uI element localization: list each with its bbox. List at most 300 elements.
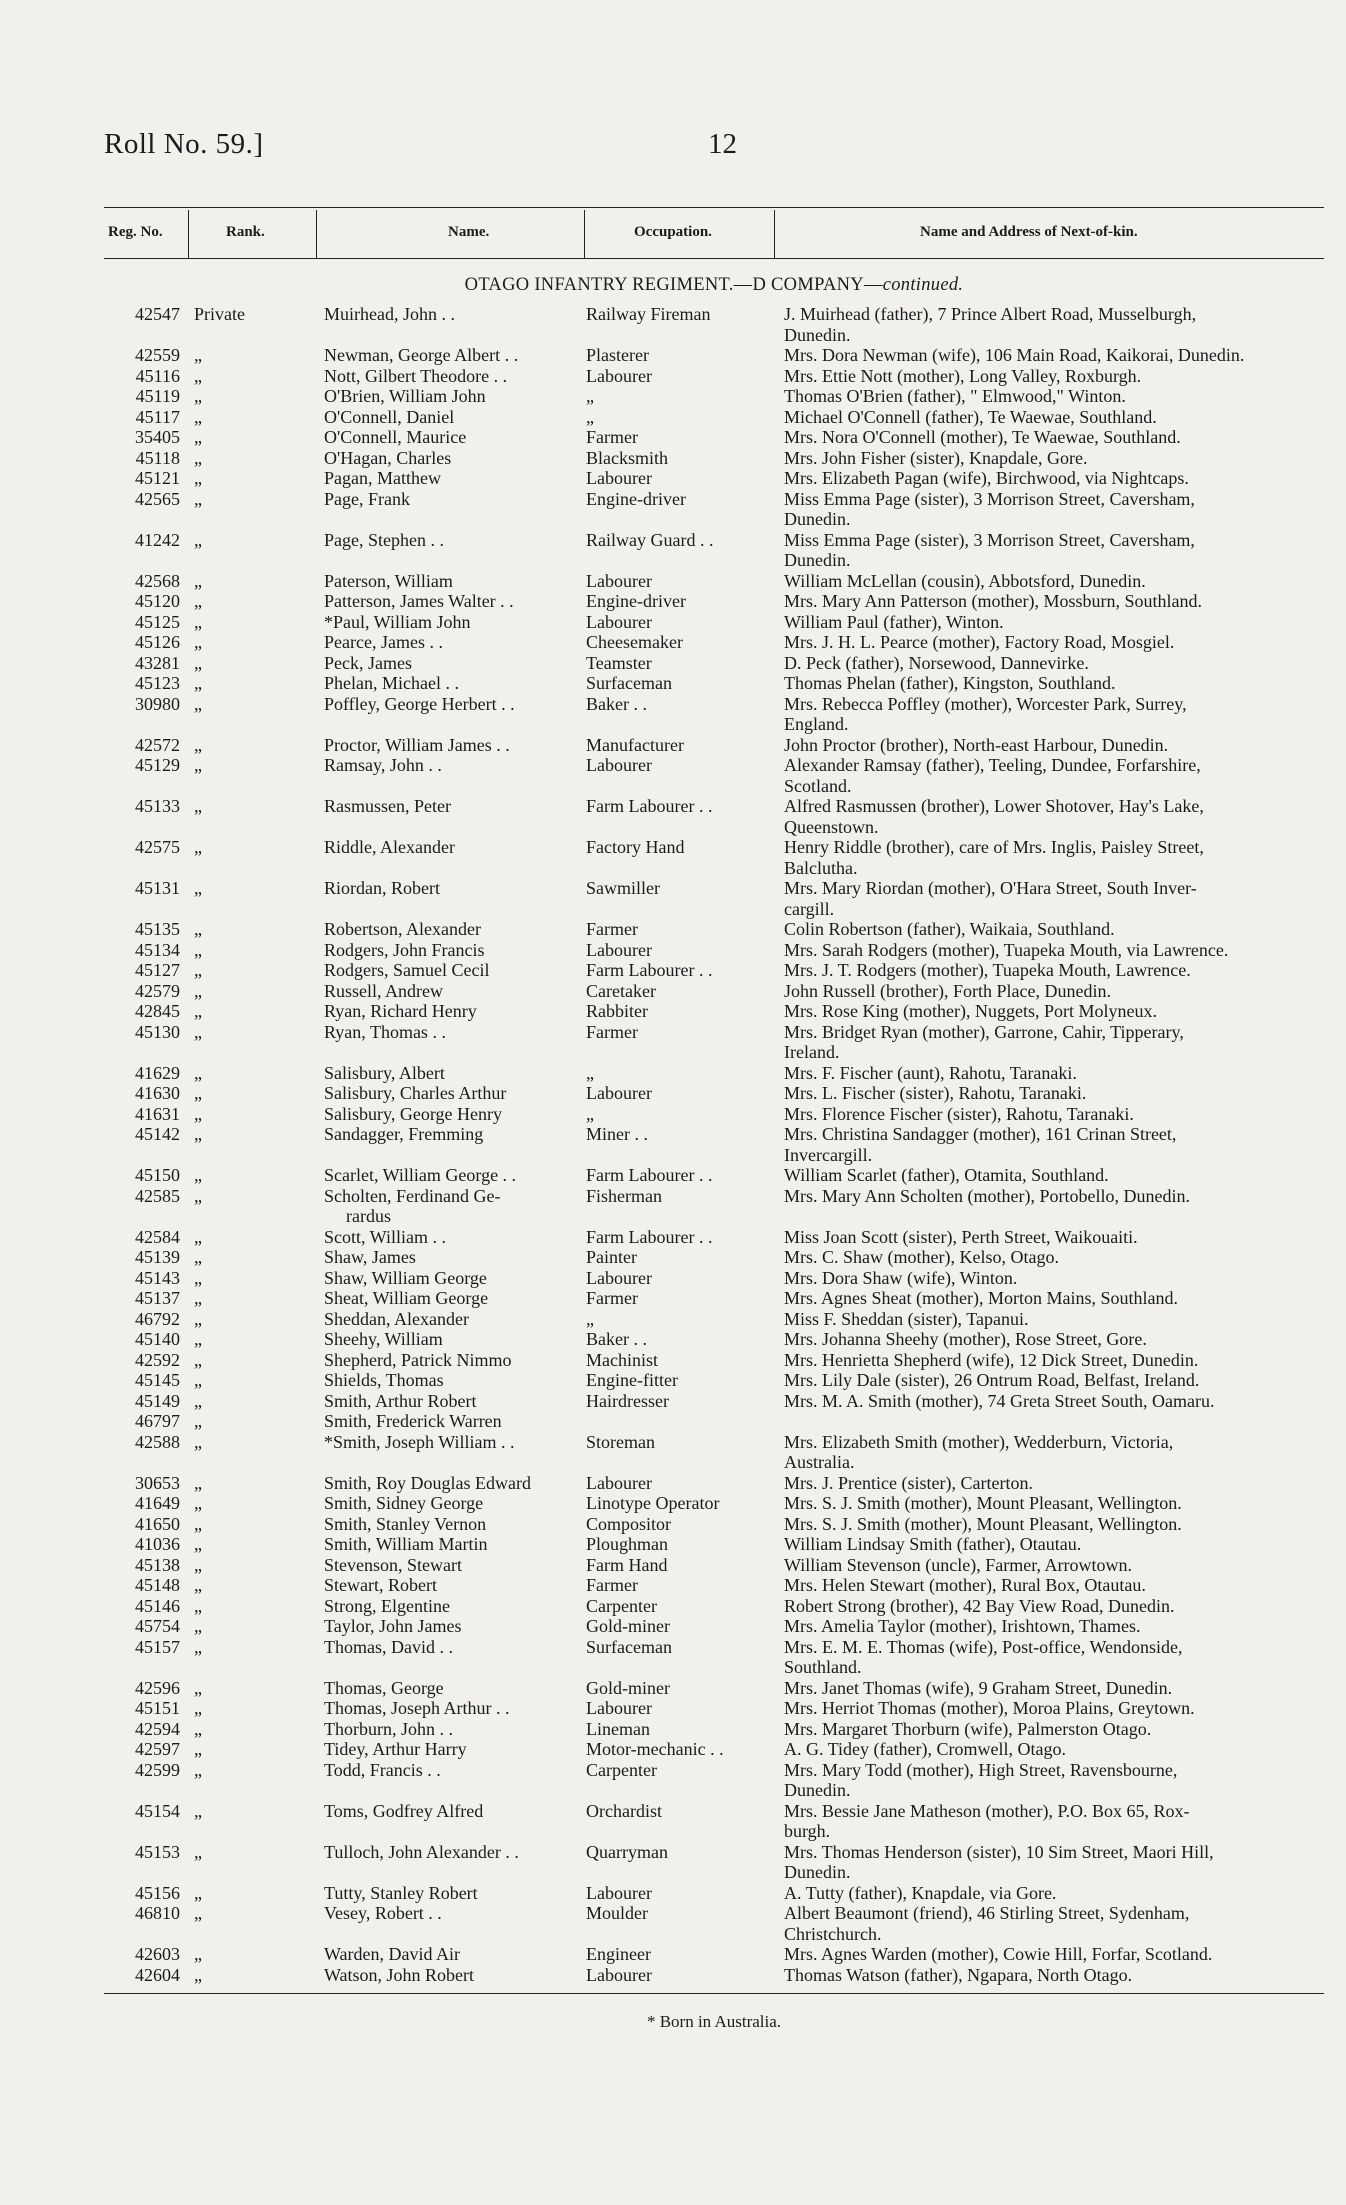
table-row [104,386,1324,407]
rank: „ [194,406,202,427]
next-of-kin [772,1370,1324,1391]
table-row [104,653,1324,674]
reg-number: 45153 [135,1841,180,1862]
table-row [104,1575,1324,1596]
occupation: Labourer [586,939,652,960]
table-bottom-rule [104,1993,1324,1994]
soldier-name-text: Shields, Thomas [324,1370,444,1390]
reg-number: 45116 [135,365,180,386]
soldier-name-text: Todd, Francis . . [324,1759,441,1780]
reg-number: 45129 [135,755,180,775]
soldier-name-text: Smith, Roy Douglas Edward [324,1472,531,1493]
next-of-kin-line: Mrs. J. H. L. Pearce (mother), Factory Road, Mosgiel. [784,632,1175,652]
reg-number: 45142 [135,1124,180,1144]
occupation: Railway Guard . . [586,529,714,550]
reg-number: 30653 [135,1472,180,1493]
next-of-kin [772,1063,1324,1084]
occupation: Moulder [586,1903,648,1923]
soldier-name-text: Vesey, Robert . . [324,1903,442,1923]
reg-number: 45127 [135,960,180,980]
soldier-name-text: Rodgers, John Francis [324,939,485,960]
next-of-kin [772,366,1324,387]
soldier-name-text: Sheddan, Alexander [324,1308,469,1329]
soldier-name [310,919,576,940]
occupation: Sawmiller [586,878,660,898]
soldier-name [310,1637,576,1678]
next-of-kin-line: Mrs. Dora Newman (wife), 106 Main Road, Kaikorai, Dunedin. [784,345,1245,365]
next-of-kin-line: A. G. Tidey (father), Cromwell, Otago. [784,1739,1066,1759]
soldier-name [310,940,576,961]
reg-number: 45754 [135,1616,180,1636]
occupation: Labourer [586,1267,652,1288]
reg-number: 30980 [135,693,180,714]
next-of-kin-line: cargill. [784,898,835,919]
reg-number: 45117 [135,406,180,427]
soldier-name [310,1329,576,1350]
rank: „ [194,1165,202,1185]
soldier-name-text: Pagan, Matthew [324,468,441,488]
next-of-kin-line: Southland. [784,1657,862,1677]
reg-number: 46797 [135,1411,180,1431]
next-of-kin [772,1165,1324,1186]
next-of-kin [772,1391,1324,1412]
table-row [104,468,1324,489]
reg-number: 45134 [135,939,180,960]
soldier-name-text: Poffley, George Herbert . . [324,693,515,714]
occupation: Baker . . [586,1329,647,1349]
soldier-name-text: Salisbury, Albert [324,1062,445,1083]
table-row [104,427,1324,448]
soldier-name [310,1719,576,1740]
col-divider [774,210,775,258]
rank: „ [194,1411,202,1431]
soldier-name [310,489,576,530]
table-row [104,1268,1324,1289]
reg-number: 45133 [135,796,180,816]
occupation: „ [586,406,594,427]
soldier-name-text: Pearce, James . . [324,632,443,652]
occupation: Farmer [586,427,638,447]
soldier-name [310,1555,576,1576]
next-of-kin-line: J. Muirhead (father), 7 Prince Albert Road, Musselburgh, [784,304,1197,324]
soldier-name [310,591,576,612]
next-of-kin-line: Mrs. Florence Fischer (sister), Rahotu, Taranaki. [784,1103,1134,1124]
soldier-name-text: Salisbury, George Henry [324,1103,502,1124]
reg-number: 35405 [135,427,180,447]
reg-number: 42565 [135,488,180,509]
occupation: Farmer [586,1288,638,1308]
next-of-kin-line: Mrs. Henrietta Shepherd (wife), 12 Dick Street, Dunedin. [784,1349,1199,1370]
table-row [104,1596,1324,1617]
soldier-name-text: Russell, Andrew [324,980,443,1001]
next-of-kin-line: Mrs. John Fisher (sister), Knapdale, Gore. [784,447,1088,468]
occupation: Farmer [586,919,638,939]
soldier-name-text: Salisbury, Charles Arthur [324,1083,507,1103]
soldier-name-text: O'Connell, Daniel [324,406,455,427]
table-row [104,1001,1324,1022]
soldier-name [310,1124,576,1165]
reg-number: 45137 [135,1288,180,1308]
next-of-kin-line: burgh. [784,1821,831,1841]
next-of-kin-line: Mrs. E. M. E. Thomas (wife), Post-office, Wendonside, [784,1636,1183,1657]
soldier-name [310,1801,576,1842]
next-of-kin-line: Mrs. Johanna Sheehy (mother), Rose Street, Gore. [784,1329,1147,1349]
rank: „ [194,1349,202,1370]
rank: „ [194,1390,202,1411]
next-of-kin [772,1555,1324,1576]
table-row [104,612,1324,633]
soldier-name-text: Watson, John Robert [324,1964,475,1985]
rank: „ [194,611,202,632]
reg-number: 42599 [135,1759,180,1780]
next-of-kin-line: Invercargill. [784,1144,873,1165]
table-row [104,530,1324,571]
soldier-name-text: Thomas, Joseph Arthur . . [324,1698,510,1718]
table-row [104,1227,1324,1248]
soldier-name-text: Tidey, Arthur Harry [324,1739,467,1759]
rank: „ [194,796,202,816]
soldier-name [310,366,576,387]
rank: „ [194,1575,202,1595]
next-of-kin [772,878,1324,919]
table-row [104,1165,1324,1186]
next-of-kin [772,981,1324,1002]
reg-number: 42547 [135,304,180,324]
table-row [104,591,1324,612]
soldier-name-text: Scott, William . . [324,1226,446,1247]
soldier-name [310,1309,576,1330]
table-row [104,1616,1324,1637]
soldier-name-text: Taylor, John James [324,1616,462,1636]
occupation: Labourer [586,1472,652,1493]
occupation: Baker . . [586,693,647,714]
occupation: Farm Labourer . . [586,1226,713,1247]
next-of-kin [772,530,1324,571]
soldier-name-text: Thomas, George [324,1677,444,1698]
reg-number: 45123 [135,673,180,693]
rank: „ [194,919,202,939]
next-of-kin [772,1944,1324,1965]
next-of-kin-line: Mrs. M. A. Smith (mother), 74 Greta Street South, Oamaru. [784,1390,1215,1411]
next-of-kin-line: Alfred Rasmussen (brother), Lower Shotover, Hay's Lake, [784,796,1204,816]
rank: „ [194,1964,202,1985]
reg-number: 42588 [135,1431,180,1452]
next-of-kin-line: Mrs. Agnes Sheat (mother), Morton Mains, Southland. [784,1288,1178,1308]
next-of-kin [772,1596,1324,1617]
table-row [104,1432,1324,1473]
soldier-name-text: Rasmussen, Peter [324,796,451,816]
next-of-kin-line: Mrs. Lily Dale (sister), 26 Ontrum Road, Belfast, Ireland. [784,1370,1200,1390]
rank: „ [194,1267,202,1288]
reg-number: 45135 [135,919,180,939]
soldier-name-text: Smith, William Martin [324,1534,488,1554]
next-of-kin-line: Albert Beaumont (friend), 46 Stirling Street, Sydenham, [784,1903,1190,1923]
occupation: Engine-driver [586,488,686,509]
next-of-kin-line: Mrs. Herriot Thomas (mother), Moroa Plains, Greytown. [784,1698,1195,1718]
occupation: „ [586,1062,594,1083]
next-of-kin [772,960,1324,981]
soldier-name-text: Scarlet, William George . . [324,1165,517,1185]
soldier-name-text: Thomas, David . . [324,1636,453,1657]
section-title-suffix: continued. [882,275,964,295]
next-of-kin [772,755,1324,796]
next-of-kin [772,1965,1324,1986]
table-row [104,1637,1324,1678]
next-of-kin-line: Mrs. F. Fischer (aunt), Rahotu, Taranaki. [784,1062,1077,1083]
occupation: Farmer [586,1575,638,1595]
occupation: „ [586,1308,594,1329]
occupation: Farmer [586,1021,638,1042]
occupation: „ [586,1103,594,1124]
occupation: „ [586,386,594,406]
table-row [104,1247,1324,1268]
next-of-kin [772,940,1324,961]
soldier-name [310,1001,576,1022]
soldier-name [310,1903,576,1944]
occupation: Ploughman [586,1534,669,1554]
table-row [104,796,1324,837]
next-of-kin-line: William Lindsay Smith (father), Otautau. [784,1534,1082,1554]
rank: „ [194,1554,202,1575]
reg-number: 42568 [135,570,180,591]
page-number: 12 [708,128,737,160]
next-of-kin [772,1719,1324,1740]
soldier-name [310,1022,576,1063]
soldier-name-text: Shaw, James [324,1247,416,1267]
soldier-name-text: Ryan, Richard Henry [324,1001,477,1021]
next-of-kin [772,304,1324,345]
table-row [104,632,1324,653]
reg-number: 45140 [135,1329,180,1349]
soldier-name [310,1432,576,1473]
rank: „ [194,1739,202,1759]
reg-number: 45126 [135,632,180,652]
next-of-kin [772,1432,1324,1473]
soldier-name [310,468,576,489]
soldier-name [310,1247,576,1268]
soldier-name-text: Proctor, William James . . [324,734,510,755]
rank: „ [194,1001,202,1021]
next-of-kin-line [784,1411,1324,1432]
next-of-kin-line: Mrs. C. Shaw (mother), Kelso, Otago. [784,1247,1059,1267]
occupation: Farm Hand [586,1554,668,1575]
next-of-kin-line: Queenstown. [784,816,879,837]
reg-number: 42596 [135,1677,180,1698]
table-row [104,878,1324,919]
occupation: Rabbiter [586,1001,648,1021]
next-of-kin [772,489,1324,530]
soldier-name-text: O'Connell, Maurice [324,427,467,447]
soldier-name-text: Sheehy, William [324,1329,443,1349]
next-of-kin-line: William Stevenson (uncle), Farmer, Arrowtown. [784,1554,1132,1575]
rank: „ [194,1841,202,1862]
rank: „ [194,1103,202,1124]
rank: „ [194,1903,202,1923]
rank: „ [194,1185,202,1206]
soldier-name-text: Sandagger, Fremming [324,1124,484,1144]
occupation: Labourer [586,365,652,386]
next-of-kin-line: Dunedin. [784,324,851,345]
soldier-name [310,1965,576,1986]
reg-number: 41630 [135,1083,180,1103]
next-of-kin-line: Miss Joan Scott (sister), Perth Street, Waikouaiti. [784,1226,1138,1247]
next-of-kin-line: John Proctor (brother), North-east Harbour, Dunedin. [784,734,1169,755]
rank: „ [194,1370,202,1390]
rank: „ [194,570,202,591]
rank: „ [194,1944,202,1964]
occupation: Manufacturer [586,734,684,755]
soldier-name-text: Smith, Frederick Warren [324,1411,502,1431]
next-of-kin [772,796,1324,837]
next-of-kin [772,1124,1324,1165]
soldier-name-text: Scholten, Ferdinand Ge- [324,1185,501,1206]
table-row [104,1555,1324,1576]
next-of-kin-line: Thomas Watson (father), Ngapara, North Otago. [784,1964,1133,1985]
occupation: Compositor [586,1513,672,1534]
soldier-name [310,981,576,1002]
next-of-kin-line: Henry Riddle (brother), care of Mrs. Inglis, Paisley Street, [784,837,1204,857]
next-of-kin-line: John Russell (brother), Forth Place, Dunedin. [784,980,1111,1001]
next-of-kin-line: Mrs. J. T. Rodgers (mother), Tuapeka Mouth, Lawrence. [784,960,1191,980]
rank: „ [194,1431,202,1452]
table-row [104,1801,1324,1842]
next-of-kin-line: Colin Robertson (father), Waikaia, Southland. [784,919,1115,939]
reg-number: 42597 [135,1739,180,1759]
soldier-name [310,694,576,735]
rank: „ [194,1698,202,1718]
next-of-kin-line: Christchurch. [784,1923,882,1944]
soldier-name-text: Peck, James [324,652,412,673]
next-of-kin-line: Alexander Ramsay (father), Teeling, Dundee, Forfarshire, [784,755,1201,775]
occupation: Engine-fitter [586,1370,678,1390]
next-of-kin-line: Dunedin. [784,550,851,570]
table-row [104,755,1324,796]
rank: „ [194,1308,202,1329]
reg-number: 41650 [135,1513,180,1534]
reg-number: 45151 [135,1698,180,1718]
next-of-kin-line: Dunedin. [784,1780,851,1800]
soldier-name-text: Shepherd, Patrick Nimmo [324,1349,512,1370]
rank: „ [194,734,202,755]
reg-number: 41036 [135,1534,180,1554]
occupation [576,1411,772,1432]
next-of-kin [772,1288,1324,1309]
rank: „ [194,1021,202,1042]
soldier-name [310,1473,576,1494]
reg-number: 42585 [135,1185,180,1206]
soldier-name-text: Ramsay, John . . [324,755,442,775]
reg-number: 45148 [135,1575,180,1595]
rank: „ [194,1226,202,1247]
next-of-kin-line: Mrs. Helen Stewart (mother), Rural Box, Otautau. [784,1575,1146,1595]
table-row [104,919,1324,940]
soldier-name-text: Riordan, Robert [324,878,440,898]
rank: „ [194,1616,202,1636]
next-of-kin [772,407,1324,428]
next-of-kin [772,837,1324,878]
table-row [104,1760,1324,1801]
soldier-name [310,1883,576,1904]
next-of-kin-line: Mrs. Mary Ann Scholten (mother), Portobello, Dunedin. [784,1185,1190,1206]
next-of-kin-line: A. Tutty (father), Knapdale, via Gore. [784,1882,1057,1903]
rank: „ [194,591,202,611]
table-row [104,1411,1324,1432]
soldier-name-text: Tutty, Stanley Robert [324,1882,478,1903]
rank: „ [194,365,202,386]
occupation: Factory Hand [586,837,685,857]
table-row [104,448,1324,469]
soldier-name-continued: rardus [346,1206,391,1226]
rank: „ [194,1534,202,1554]
occupation: Labourer [586,1698,652,1718]
occupation: Quarryman [586,1841,668,1862]
rank: „ [194,1800,202,1821]
column-headers [104,210,1324,258]
rank: „ [194,1718,202,1739]
occupation: Plasterer [586,345,649,365]
table-row [104,1309,1324,1330]
reg-number: 42604 [135,1964,180,1985]
soldier-name [310,1083,576,1104]
next-of-kin [772,919,1324,940]
section-title-text: OTAGO INFANTRY REGIMENT.—D COMPANY— [464,275,883,295]
soldier-name [310,1288,576,1309]
reg-number: 45119 [135,386,180,406]
next-of-kin-line: Mrs. Christina Sandagger (mother), 161 Crinan Street, [784,1124,1177,1144]
rank: „ [194,1288,202,1308]
occupation: Labourer [586,611,652,632]
soldier-name-text: Patterson, James Walter . . [324,591,514,611]
soldier-name-text: Stewart, Robert [324,1575,437,1595]
table-row [104,304,1324,345]
next-of-kin [772,1268,1324,1289]
reg-number: 42584 [135,1226,180,1247]
rank: „ [194,1882,202,1903]
occupation: Fisherman [586,1185,662,1206]
next-of-kin-line: Thomas O'Brien (father), " Elmwood," Winton. [784,386,1126,406]
soldier-name [310,427,576,448]
rank: „ [194,837,202,857]
rank: „ [194,488,202,509]
reg-number: 45156 [135,1882,180,1903]
reg-number: 45150 [135,1165,180,1185]
table-row [104,1739,1324,1760]
next-of-kin [772,1001,1324,1022]
next-of-kin-line: Mrs. Elizabeth Pagan (wife), Birchwood, via Nightcaps. [784,468,1189,488]
reg-number: 46810 [135,1903,180,1923]
next-of-kin-line: William Scarlet (father), Otamita, Southland. [784,1165,1109,1185]
reg-number: 45130 [135,1021,180,1042]
table-row [104,1370,1324,1391]
soldier-name [310,1514,576,1535]
soldier-name-text: Nott, Gilbert Theodore . . [324,365,508,386]
soldier-name-text: Paterson, William [324,570,453,591]
next-of-kin [772,1083,1324,1104]
next-of-kin-line: Michael O'Connell (father), Te Waewae, Southland. [784,406,1157,427]
reg-number: 42579 [135,980,180,1001]
next-of-kin [772,735,1324,756]
soldier-name [310,673,576,694]
soldier-name [310,960,576,981]
next-of-kin-line: Mrs. L. Fischer (sister), Rahotu, Taranaki. [784,1083,1087,1103]
col-next-of-kin: Name and Address of Next-of-kin. [920,224,1138,240]
occupation: Gold-miner [586,1677,670,1698]
next-of-kin [772,1350,1324,1371]
occupation: Engineer [586,1944,651,1964]
next-of-kin [772,653,1324,674]
reg-number: 45139 [135,1247,180,1267]
col-name: Name. [448,224,490,240]
